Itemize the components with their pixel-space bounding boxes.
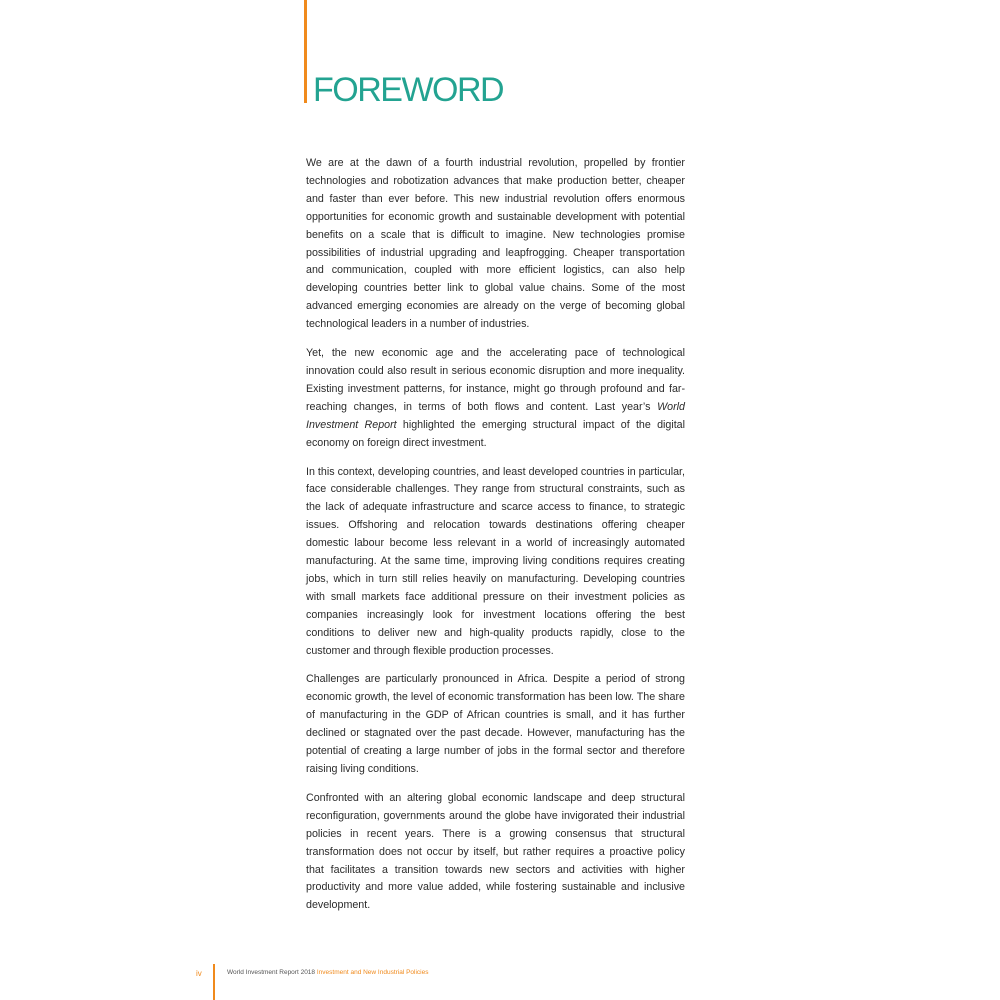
paragraph-1 [306,155,685,334]
footer-accent-bar [213,964,215,1000]
footer-report-title: World Investment Report 2018 [227,969,316,976]
report-title-italic: World Investment Report [306,400,685,431]
paragraph-5-text: Confronted with an altering global economic landscape and deep structural reconfiguration, governments around the globe have invigorated their industrial policies in recent years. There is a growing consensus that structural transformation does not occur by itself, but rather requires a proactive policy that facilitates a transition towards new sectors and activities with higher productivity and more value added, while fostering sustainable and inclusive development. [306,791,685,912]
title-accent-bar [304,0,307,103]
paragraph-1-text: We are at the dawn of a fourth industrial revolution, propelled by frontier technologies and robotization advances that make production better, cheaper and faster than ever before. This new industrial revolution offers enormous opportunities for economic growth and sustainable development with potential benefits on a scale that is difficult to imagine. New technologies promise possibilities of industrial upgrading and leapfrogging. Cheaper transportation and communication, coupled with more efficient logistics, can also help developing countries better link to global value chains. Some of the most advanced emerging economies are already on the verge of becoming global technological leaders in a number of industries. [306,157,685,331]
paragraph-2-text-a: Yet, the new economic age and the accelerating pace of technological innovation could also result in serious economic disruption and more inequality. Existing investment patterns, for instance, might go through profound and far-reaching changes, in terms of both flows and content. Last year’s [306,347,685,413]
paragraph-5 [306,790,685,915]
footer-running-title [227,969,429,976]
paragraph-4-text: Challenges are particularly pronounced in Africa. Despite a period of strong economic growth, the level of economic transformation has been low. The share of manufacturing in the GDP of African countries is small, and it has further declined or stagnated over the past decade. However, manufacturing has the potential of creating a large number of jobs in the formal sector and therefore raising living conditions. [306,673,685,775]
page-title: FOREWORD [313,71,504,109]
page-number: iv [196,969,202,978]
paragraph-2-text-b: highlighted the emerging structural impact of the digital economy on foreign direct investment. [306,418,685,449]
footer-subtitle: Investment and New Industrial Policies [316,969,429,976]
foreword-body [306,155,685,926]
paragraph-2 [306,345,685,452]
paragraph-3 [306,464,685,661]
paragraph-3-text: In this context, developing countries, and least developed countries in particular, face considerable challenges. They range from structural constraints, such as the lack of adequate infrastructure and scarce access to finance, to strategic issues. Offshoring and relocation towards destinations offering cheaper domestic labour become less relevant in a world of increasingly automated manufacturing. At the same time, improving living conditions requires creating jobs, which in turn still relies heavily on manufacturing. Developing countries with small markets face additional pressure on their investment policies as companies increasingly look for investment locations offering the best conditions to deliver new and high-quality products rapidly, close to the customer and through flexible production processes. [306,465,685,657]
paragraph-4 [306,671,685,778]
